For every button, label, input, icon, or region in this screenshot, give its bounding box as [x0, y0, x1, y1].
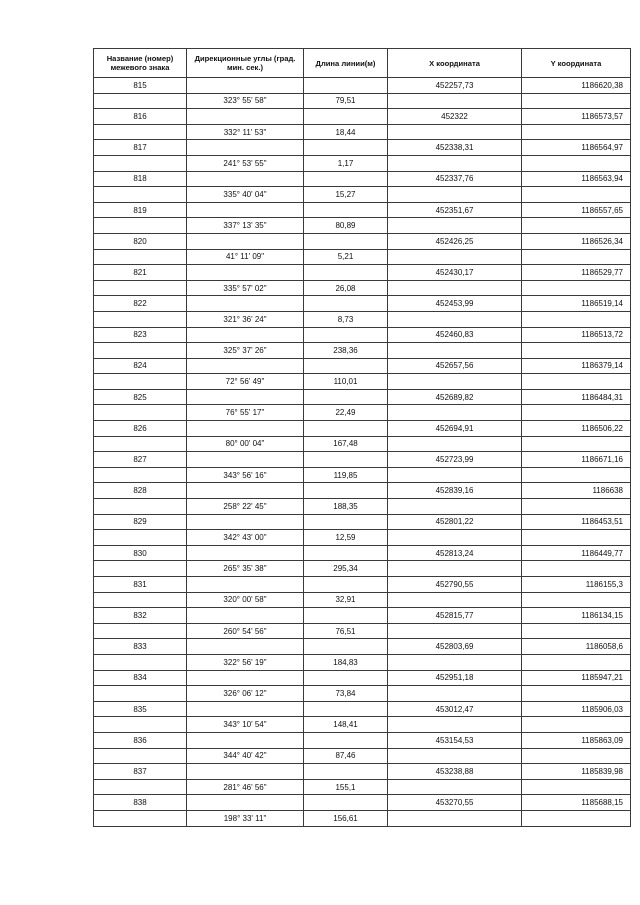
- table-row-point: [94, 670, 631, 686]
- cell-name: 828: [94, 483, 187, 499]
- cell-x: [388, 686, 522, 702]
- table-row-point: [94, 701, 631, 717]
- cell-x: [388, 218, 522, 234]
- cell-angle: [187, 140, 304, 156]
- table-row-point: [94, 795, 631, 811]
- table-row-point: [94, 545, 631, 561]
- header-name: Название (номер) межевого знака: [94, 49, 187, 78]
- table-row-line: [94, 155, 631, 171]
- cell-length: [304, 296, 388, 312]
- cell-y: [522, 654, 631, 670]
- cell-name: 822: [94, 296, 187, 312]
- cell-length: [304, 421, 388, 437]
- cell-angle: [187, 389, 304, 405]
- cell-angle: [187, 78, 304, 94]
- table-row-line: [94, 374, 631, 390]
- cell-length: [304, 483, 388, 499]
- cell-name: 837: [94, 764, 187, 780]
- cell-name: 832: [94, 608, 187, 624]
- table-row-line: [94, 405, 631, 421]
- cell-angle: 323° 55' 58": [187, 93, 304, 109]
- cell-y: 1186620,38: [522, 78, 631, 94]
- cell-name: [94, 623, 187, 639]
- cell-angle: [187, 421, 304, 437]
- table-row-point: [94, 421, 631, 437]
- cell-y: [522, 748, 631, 764]
- cell-y: [522, 499, 631, 515]
- cell-x: [388, 748, 522, 764]
- table-row-line: [94, 748, 631, 764]
- cell-length: 87,46: [304, 748, 388, 764]
- cell-angle: [187, 296, 304, 312]
- cell-x: 452801,22: [388, 514, 522, 530]
- cell-x: 452337,76: [388, 171, 522, 187]
- cell-angle: 41° 11' 09": [187, 249, 304, 265]
- cell-name: 818: [94, 171, 187, 187]
- cell-length: 295,34: [304, 561, 388, 577]
- cell-y: 1186557,65: [522, 202, 631, 218]
- cell-name: [94, 467, 187, 483]
- table-row-line: [94, 530, 631, 546]
- cell-y: 1185863,09: [522, 732, 631, 748]
- cell-length: [304, 202, 388, 218]
- cell-angle: 332° 11' 53": [187, 124, 304, 140]
- cell-y: 1186671,16: [522, 452, 631, 468]
- table-row-line: [94, 343, 631, 359]
- cell-x: [388, 654, 522, 670]
- cell-name: [94, 592, 187, 608]
- cell-x: [388, 124, 522, 140]
- cell-x: 452951,18: [388, 670, 522, 686]
- cell-angle: [187, 358, 304, 374]
- cell-y: 1186134,15: [522, 608, 631, 624]
- table-row-line: [94, 249, 631, 265]
- cell-name: [94, 654, 187, 670]
- cell-y: 1186519,14: [522, 296, 631, 312]
- cell-x: 453154,53: [388, 732, 522, 748]
- cell-angle: 265° 35' 38": [187, 561, 304, 577]
- cell-x: 452790,55: [388, 577, 522, 593]
- cell-name: [94, 748, 187, 764]
- table-row-point: [94, 78, 631, 94]
- cell-length: [304, 514, 388, 530]
- cell-length: 73,84: [304, 686, 388, 702]
- cell-x: [388, 810, 522, 826]
- cell-x: 452689,82: [388, 389, 522, 405]
- cell-length: [304, 327, 388, 343]
- cell-y: 1186563,94: [522, 171, 631, 187]
- cell-length: 5,21: [304, 249, 388, 265]
- cell-angle: [187, 233, 304, 249]
- cell-y: [522, 155, 631, 171]
- table-row-line: [94, 93, 631, 109]
- cell-y: [522, 187, 631, 203]
- cell-y: [522, 343, 631, 359]
- cell-y: 1186638: [522, 483, 631, 499]
- table-row-point: [94, 140, 631, 156]
- table-row-point: [94, 233, 631, 249]
- cell-name: [94, 187, 187, 203]
- cell-angle: 72° 56' 49": [187, 374, 304, 390]
- cell-angle: [187, 732, 304, 748]
- cell-name: 824: [94, 358, 187, 374]
- cell-name: 829: [94, 514, 187, 530]
- cell-x: 452322: [388, 109, 522, 125]
- table-row-line: [94, 623, 631, 639]
- cell-angle: [187, 327, 304, 343]
- cell-y: [522, 311, 631, 327]
- cell-x: 452453,99: [388, 296, 522, 312]
- cell-length: [304, 109, 388, 125]
- cell-y: [522, 686, 631, 702]
- cell-name: 838: [94, 795, 187, 811]
- cell-y: [522, 249, 631, 265]
- cell-name: [94, 405, 187, 421]
- cell-angle: 335° 40' 04": [187, 187, 304, 203]
- cell-length: 22,49: [304, 405, 388, 421]
- cell-name: [94, 810, 187, 826]
- cell-length: [304, 670, 388, 686]
- table-row-line: [94, 810, 631, 826]
- header-x: X координата: [388, 49, 522, 78]
- cell-x: [388, 155, 522, 171]
- cell-length: [304, 639, 388, 655]
- cell-length: 32,91: [304, 592, 388, 608]
- table-row-point: [94, 327, 631, 343]
- table-row-line: [94, 561, 631, 577]
- cell-length: 80,89: [304, 218, 388, 234]
- cell-name: 826: [94, 421, 187, 437]
- cell-angle: [187, 452, 304, 468]
- cell-angle: [187, 764, 304, 780]
- cell-name: 825: [94, 389, 187, 405]
- cell-y: [522, 530, 631, 546]
- cell-name: 835: [94, 701, 187, 717]
- table-row-point: [94, 109, 631, 125]
- cell-length: [304, 140, 388, 156]
- cell-x: 452815,77: [388, 608, 522, 624]
- cell-x: 452460,83: [388, 327, 522, 343]
- cell-y: [522, 405, 631, 421]
- table-header-row: [94, 49, 631, 78]
- cell-angle: 326° 06' 12": [187, 686, 304, 702]
- table-row-line: [94, 311, 631, 327]
- cell-name: [94, 561, 187, 577]
- cell-angle: [187, 795, 304, 811]
- cell-x: 453012,47: [388, 701, 522, 717]
- cell-angle: 337° 13' 35": [187, 218, 304, 234]
- cell-name: [94, 343, 187, 359]
- cell-angle: 258° 22' 45": [187, 499, 304, 515]
- cell-y: [522, 592, 631, 608]
- table-row-line: [94, 717, 631, 733]
- cell-angle: [187, 483, 304, 499]
- cell-x: [388, 779, 522, 795]
- cell-name: [94, 311, 187, 327]
- cell-angle: 241° 53' 55": [187, 155, 304, 171]
- cell-y: 1186526,34: [522, 233, 631, 249]
- cell-x: [388, 187, 522, 203]
- table-row-point: [94, 514, 631, 530]
- cell-y: 1186513,72: [522, 327, 631, 343]
- cell-angle: 322° 56' 19": [187, 654, 304, 670]
- cell-y: 1186058,6: [522, 639, 631, 655]
- cell-angle: 321° 36' 24": [187, 311, 304, 327]
- cell-length: [304, 732, 388, 748]
- cell-length: 79,51: [304, 93, 388, 109]
- cell-x: 452839,16: [388, 483, 522, 499]
- table-row-line: [94, 686, 631, 702]
- cell-length: 184,83: [304, 654, 388, 670]
- cell-length: 26,08: [304, 280, 388, 296]
- cell-y: 1186155,3: [522, 577, 631, 593]
- table-row-line: [94, 467, 631, 483]
- cell-x: [388, 249, 522, 265]
- cell-x: [388, 311, 522, 327]
- cell-name: 823: [94, 327, 187, 343]
- cell-x: 452426,25: [388, 233, 522, 249]
- cell-name: 815: [94, 78, 187, 94]
- cell-y: 1186449,77: [522, 545, 631, 561]
- cell-angle: 325° 37' 26": [187, 343, 304, 359]
- table-row-line: [94, 218, 631, 234]
- cell-y: 1186506,22: [522, 421, 631, 437]
- cell-length: [304, 545, 388, 561]
- cell-name: 816: [94, 109, 187, 125]
- table-row-point: [94, 358, 631, 374]
- cell-name: [94, 374, 187, 390]
- cell-y: 1185688,15: [522, 795, 631, 811]
- cell-length: [304, 795, 388, 811]
- cell-y: 1185947,21: [522, 670, 631, 686]
- table-row-point: [94, 452, 631, 468]
- cell-y: [522, 374, 631, 390]
- cell-x: [388, 374, 522, 390]
- cell-length: 110,01: [304, 374, 388, 390]
- cell-x: 452657,56: [388, 358, 522, 374]
- cell-angle: 344° 40' 42": [187, 748, 304, 764]
- cell-angle: 343° 56' 16": [187, 467, 304, 483]
- cell-y: [522, 561, 631, 577]
- table-row-line: [94, 592, 631, 608]
- table-body: [94, 78, 631, 827]
- table-row-line: [94, 436, 631, 452]
- cell-angle: [187, 639, 304, 655]
- cell-length: [304, 78, 388, 94]
- cell-length: [304, 389, 388, 405]
- cell-name: 834: [94, 670, 187, 686]
- table-row-point: [94, 389, 631, 405]
- cell-x: [388, 717, 522, 733]
- cell-length: 76,51: [304, 623, 388, 639]
- cell-y: [522, 280, 631, 296]
- header-angles: Дирекционные углы (град. мин. сек.): [187, 49, 304, 78]
- cell-name: [94, 779, 187, 795]
- cell-name: 820: [94, 233, 187, 249]
- cell-y: 1186573,57: [522, 109, 631, 125]
- cell-y: 1186529,77: [522, 265, 631, 281]
- cell-length: 188,35: [304, 499, 388, 515]
- cell-y: [522, 779, 631, 795]
- cell-name: 833: [94, 639, 187, 655]
- cell-x: [388, 499, 522, 515]
- table-row-line: [94, 654, 631, 670]
- table-row-point: [94, 577, 631, 593]
- cell-y: 1186484,31: [522, 389, 631, 405]
- cell-x: 453238,88: [388, 764, 522, 780]
- cell-length: [304, 577, 388, 593]
- cell-y: [522, 218, 631, 234]
- cell-length: 155,1: [304, 779, 388, 795]
- cell-name: 831: [94, 577, 187, 593]
- table-row-point: [94, 202, 631, 218]
- table-row-line: [94, 280, 631, 296]
- cell-y: 1186453,51: [522, 514, 631, 530]
- cell-length: 167,48: [304, 436, 388, 452]
- cell-length: [304, 701, 388, 717]
- cell-name: 817: [94, 140, 187, 156]
- coordinates-table: [93, 48, 631, 827]
- cell-x: [388, 530, 522, 546]
- cell-x: [388, 343, 522, 359]
- cell-x: 452803,69: [388, 639, 522, 655]
- cell-x: [388, 623, 522, 639]
- cell-y: [522, 436, 631, 452]
- cell-x: [388, 592, 522, 608]
- cell-y: 1185839,98: [522, 764, 631, 780]
- table-row-line: [94, 779, 631, 795]
- cell-x: 452430,17: [388, 265, 522, 281]
- cell-length: 156,61: [304, 810, 388, 826]
- cell-x: 452694,91: [388, 421, 522, 437]
- cell-length: [304, 452, 388, 468]
- cell-name: [94, 124, 187, 140]
- table-row-point: [94, 171, 631, 187]
- header-y: Y координата: [522, 49, 631, 78]
- cell-name: 836: [94, 732, 187, 748]
- cell-angle: 260° 54' 56": [187, 623, 304, 639]
- cell-y: [522, 124, 631, 140]
- cell-angle: 80° 00' 04": [187, 436, 304, 452]
- cell-length: 148,41: [304, 717, 388, 733]
- cell-angle: [187, 545, 304, 561]
- table-row-point: [94, 296, 631, 312]
- cell-angle: 335° 57' 02": [187, 280, 304, 296]
- cell-angle: [187, 202, 304, 218]
- document-page: [93, 48, 630, 827]
- cell-angle: [187, 109, 304, 125]
- cell-name: [94, 93, 187, 109]
- cell-angle: 342° 43' 00": [187, 530, 304, 546]
- cell-y: [522, 717, 631, 733]
- table-row-line: [94, 124, 631, 140]
- cell-x: [388, 280, 522, 296]
- table-row-point: [94, 265, 631, 281]
- cell-y: [522, 810, 631, 826]
- cell-angle: 320° 00' 58": [187, 592, 304, 608]
- cell-angle: 281° 46' 56": [187, 779, 304, 795]
- cell-name: [94, 155, 187, 171]
- cell-angle: [187, 514, 304, 530]
- cell-name: [94, 717, 187, 733]
- cell-angle: [187, 701, 304, 717]
- cell-length: [304, 171, 388, 187]
- cell-length: [304, 608, 388, 624]
- cell-length: 8,73: [304, 311, 388, 327]
- cell-length: [304, 764, 388, 780]
- cell-angle: [187, 265, 304, 281]
- cell-x: 452351,67: [388, 202, 522, 218]
- table-row-point: [94, 608, 631, 624]
- cell-length: 15,27: [304, 187, 388, 203]
- cell-name: [94, 686, 187, 702]
- cell-x: [388, 93, 522, 109]
- cell-name: [94, 499, 187, 515]
- table-row-point: [94, 639, 631, 655]
- table-row-point: [94, 764, 631, 780]
- cell-length: 18,44: [304, 124, 388, 140]
- cell-name: [94, 249, 187, 265]
- cell-x: 452813,24: [388, 545, 522, 561]
- cell-name: 819: [94, 202, 187, 218]
- cell-x: 452257,73: [388, 78, 522, 94]
- cell-y: 1186564,97: [522, 140, 631, 156]
- cell-angle: [187, 670, 304, 686]
- cell-y: 1186379,14: [522, 358, 631, 374]
- table-row-point: [94, 483, 631, 499]
- cell-y: 1185906,03: [522, 701, 631, 717]
- cell-length: 12,59: [304, 530, 388, 546]
- cell-angle: [187, 608, 304, 624]
- table-row-line: [94, 499, 631, 515]
- cell-name: [94, 280, 187, 296]
- cell-name: 830: [94, 545, 187, 561]
- cell-y: [522, 93, 631, 109]
- table-row-point: [94, 732, 631, 748]
- cell-x: 452338,31: [388, 140, 522, 156]
- cell-name: [94, 218, 187, 234]
- cell-x: [388, 467, 522, 483]
- cell-name: 821: [94, 265, 187, 281]
- cell-angle: 198° 33' 11": [187, 810, 304, 826]
- cell-angle: [187, 171, 304, 187]
- cell-angle: [187, 577, 304, 593]
- cell-length: [304, 233, 388, 249]
- cell-length: [304, 265, 388, 281]
- cell-length: 238,36: [304, 343, 388, 359]
- cell-length: [304, 358, 388, 374]
- cell-x: 452723,99: [388, 452, 522, 468]
- cell-name: 827: [94, 452, 187, 468]
- cell-x: [388, 405, 522, 421]
- cell-name: [94, 436, 187, 452]
- cell-x: 453270,55: [388, 795, 522, 811]
- cell-x: [388, 561, 522, 577]
- cell-angle: 343° 10' 54": [187, 717, 304, 733]
- cell-name: [94, 530, 187, 546]
- cell-y: [522, 623, 631, 639]
- table-row-line: [94, 187, 631, 203]
- cell-length: 1,17: [304, 155, 388, 171]
- header-length: Длина линии(м): [304, 49, 388, 78]
- cell-y: [522, 467, 631, 483]
- cell-x: [388, 436, 522, 452]
- cell-angle: 76° 55' 17": [187, 405, 304, 421]
- cell-length: 119,85: [304, 467, 388, 483]
